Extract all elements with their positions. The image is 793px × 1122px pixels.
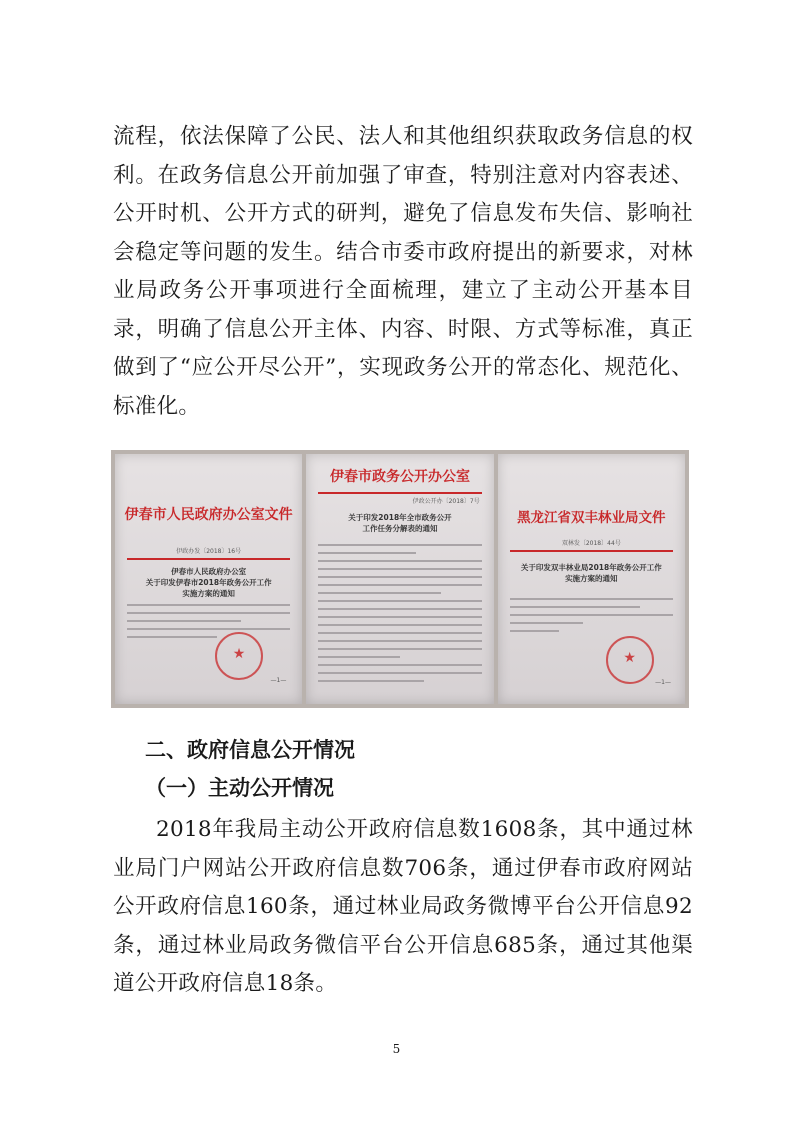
document-3-header: 黑龙江省双丰林业局文件 xyxy=(517,510,666,526)
document-1 xyxy=(115,454,302,704)
document-photo xyxy=(111,450,689,708)
document-3-seal xyxy=(606,636,654,684)
document-1-page: —1— xyxy=(270,677,287,684)
sub-heading: （一）主动公开情况 xyxy=(145,776,334,800)
document-3-number: 双林发〔2018〕44号 xyxy=(561,540,621,547)
document-3-redline xyxy=(510,550,673,552)
section-heading: 二、政府信息公开情况 xyxy=(145,738,355,762)
document-2-number: 伊政公开办〔2018〕7号 xyxy=(412,498,480,505)
document-2-title: 关于印发2018年全市政务公开 工作任务分解表的通知 xyxy=(348,513,452,533)
document-1-header: 伊春市人民政府办公室文件 xyxy=(124,507,293,523)
document-2-redline xyxy=(318,492,481,494)
document-1-redline xyxy=(127,558,290,560)
document-3-page: —1— xyxy=(655,679,671,686)
intro-paragraph: 流程，依法保障了公民、法人和其他组织获取政务信息的权利。在政务信息公开前加强了审查，特别注意对内容表述、公开时机、公开方式的研判，避免了信息发布失信、影响社会稳定等问题的发生。结合市委市政府提出的新要求，对林业局政务公开事项进行全面梳理，建立了主动公开基本目录，明确了信息公开主体、内容、时限、方式等标准，真正做到了“应公开尽公开”，实现政务公开的常态化、规范化、标准化。 xyxy=(113,124,693,419)
document-2-text-lines xyxy=(318,544,481,688)
document-1-number: 伊政办发〔2018〕16号 xyxy=(176,548,242,555)
document-2 xyxy=(306,454,493,704)
document-3-title: 关于印发双丰林业局2018年政务公开工作 实施方案的通知 xyxy=(520,563,662,583)
document-1-seal xyxy=(215,632,263,680)
document-1-title: 伊春市人民政府办公室 关于印发伊春市2018年政务公开工作 实施方案的通知 xyxy=(145,567,272,598)
document-2-header: 伊春市政务公开办公室 xyxy=(329,469,470,485)
page-number: 5 xyxy=(392,1042,401,1056)
document-1-text-lines xyxy=(127,604,290,644)
body-paragraph: 2018年我局主动公开政府信息数1608条，其中通过林业局门户网站公开政府信息数706条，通过伊春市政府网站公开政府信息160条，通过林业局政务微博平台公开信息92条，通过林业局政务微信平台公开信息685条，通过其他渠道公开政府信息18条。 xyxy=(113,817,693,996)
document-3-text-lines xyxy=(510,598,673,638)
document-3 xyxy=(498,454,685,704)
